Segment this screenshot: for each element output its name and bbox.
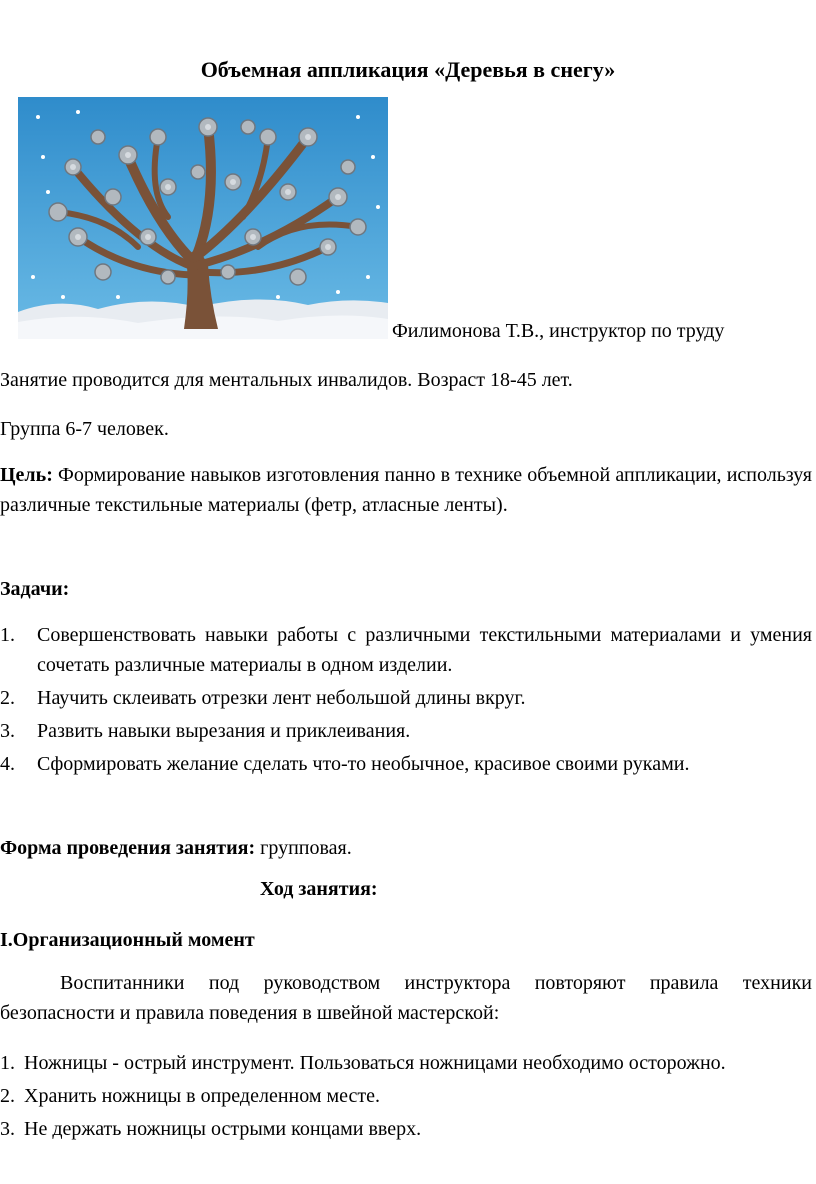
list-item: 4. Сформировать желание сделать что-то необычное, красивое своими руками. (0, 753, 690, 775)
intro-line-1: Занятие проводится для ментальных инвалидов. Возраст 18-45 лет. (0, 369, 573, 391)
goal-label: Цель: (0, 464, 53, 486)
goal-text: Формирование навыков изготовления панно в технике объемной аппликации, используя различные текстильные материалы (фетр, атласные ленты). (0, 464, 812, 516)
list-item: 1. Ножницы - острый инструмент. Пользоваться ножницами необходимо осторожно. (0, 1052, 726, 1074)
progress-heading: Ход занятия: (260, 878, 378, 900)
goal-paragraph (0, 460, 812, 520)
list-item: 2. Научить склеивать отрезки лент небольшой длины вкруг. (0, 687, 526, 709)
list-item: 3. Развить навыки вырезания и приклеивания. (0, 720, 411, 742)
form-label: Форма проведения занятия: (0, 837, 256, 859)
section1-paragraph: Воспитанники под руководством инструктора повторяют правила техники безопасности и правила поведения в швейной мастерской: (0, 972, 812, 1024)
list-item: 2. Хранить ножницы в определенном месте. (0, 1085, 381, 1107)
list-item: 3. Не держать ножницы острыми концами вверх. (0, 1118, 422, 1140)
section1-heading: I.Организационный момент (0, 929, 255, 951)
list-item: 1. Совершенствовать навыки работы с различными текстильными материалами и умения сочетать различные материалы в одном изделии. (0, 624, 812, 676)
form-value: групповая. (255, 837, 352, 859)
tasks-list (0, 620, 812, 782)
tree-applique-photo (18, 97, 388, 339)
author-line: Филимонова Т.В., инструктор по труду (392, 320, 725, 342)
intro-line-2: Группа 6-7 человек. (0, 418, 169, 440)
rules-list (0, 1048, 812, 1147)
form-line (0, 833, 812, 863)
page-title: Объемная аппликация «Деревья в снегу» (200, 57, 616, 82)
tasks-heading: Задачи: (0, 578, 70, 600)
